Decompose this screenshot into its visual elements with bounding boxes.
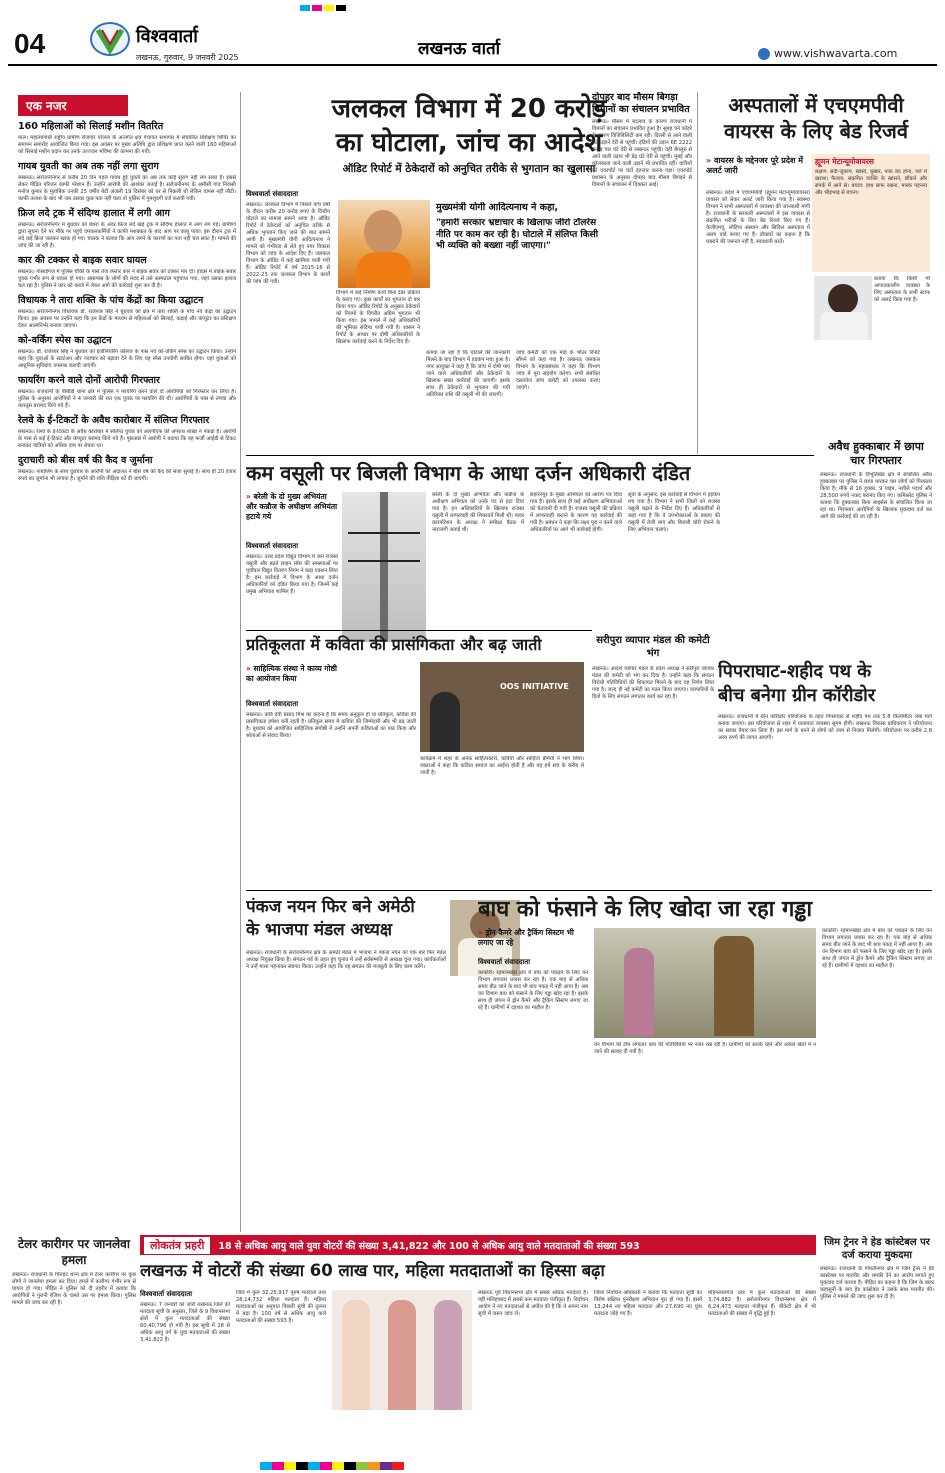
voter-story <box>140 1260 816 1460</box>
voter-banner <box>140 1235 816 1255</box>
voter-headline: लखनऊ में वोटरों की संख्या 60 लाख पार, महिला मतदाताओं का हिस्सा बढ़ा <box>140 1261 605 1280</box>
arrest-headline: अवैध हुक्काबार में छापा चार गिरफ्तार <box>828 440 924 467</box>
ek-nazar-item-title: विधायक ने तारा शक्ति के पांच केंद्रों का किया उद्घाटन <box>18 295 204 306</box>
electric-col-1: लखनऊ। उत्तर प्रदेश विद्युत विभाग में कम राजस्व वसूली और बढ़ते लाइन लॉस की समस्याओं पर पूर्वांचल विद्युत वितरण निगम ने कड़ा एक्शन लिया है। इस कार्रवाई में विभाग के आधा दर्जन अधिकारियों को दंडित किया गया है। जिनमें कई प्रमुख अभियंता शामिल हैं। <box>246 554 338 595</box>
logo-icon <box>90 22 130 56</box>
rule-electric <box>246 455 814 456</box>
section-title: लखनऊ वार्ता <box>418 39 501 59</box>
ek-nazar-item-body: लखनऊ। सरोजनीनगर में बुधवार को बंथरा के अंदर फ्रिज लदे खड़े ट्रक में संदिग्ध हालात में आग लग गई। ग्रामीणों द्वारा सूचना देने पर मौके पर पहुंचे दमकलकर्मियों ने काफी मशक्कत के बाद आग पर काबू पाया। इस दौरान ट्रक में लदे कई फ्रिज जलकर खाक हो गए। चालक ने बताया कि आग लगने के कारणों का पता नहीं चल सका है। मामले की जांच की जा रही है। <box>18 222 236 249</box>
lead-col-3: बताया जा रहा है कि घोटाले की जानकारी मिलने के बाद विभाग में हड़कंप मचा हुआ है। नगर आयुक्त ने कहा है कि जांच में दोषी पाए जाने वाले अधिकारियों और ठेकेदारों के खिलाफ सख्त कार्रवाई की जाएगी। इसके साथ ही ठेकेदारों से भुगतान की गयी अतिरिक्त राशि की वसूली भी की जाएगी। <box>426 350 510 398</box>
voter-photo <box>332 1290 472 1410</box>
rule-amethi <box>246 890 932 891</box>
ek-nazar-tag: एक नजर <box>18 95 128 116</box>
hmpv-story <box>702 92 930 437</box>
voter-tag: लोकतंत्र प्रहरी <box>144 1237 210 1254</box>
amethi-headline-2: के भाजपा मंडल अध्यक्ष <box>246 920 393 940</box>
ek-nazar-item-title: फायरिंग करने वाले दोनों आरोपी गिरफ्तार <box>18 375 160 386</box>
tailor-headline: टेलर कारीगर पर जानलेवा हमला <box>18 1237 130 1267</box>
ek-nazar-section <box>18 95 236 1235</box>
voter-byline: विश्ववार्ता संवाददाता <box>140 1290 193 1298</box>
quote-name: मुख्यमंत्री योगी आदित्यनाथ ने कहा, <box>436 202 559 213</box>
flight-body: लखनऊ। मौसम में बदलाव के कारण राजधानी में विमानों का संचालन प्रभावित हुआ है। सुबह घने कोहरे के कारण विजिबिलिटी कम रही। दिल्ली से आने वाली कई उड़ानें देरी से पहुंचीं। इंडिगो की उड़ान 6E 2222 करीब चार घंटे देरी से लखनऊ पहुंची। वहीं बेंगलुरु से आने वाली उड़ान भी डेढ़ घंटे देरी से पहुंची। मुंबई और कोलकाता जाने वाली उड़ानें भी प्रभावित रहीं। यात्रियों को एयरपोर्ट पर घंटों इंतजार करना पड़ा। एयरपोर्ट प्रशासन के अनुसार दोपहर बाद मौसम बिगड़ने से विमानों के संचालन में दिक्कत आई। <box>592 119 692 188</box>
ek-nazar-item-body: लखनऊ। सरोजनीनगर से करीब 20 दिन पहले गायब हुई युवती का अब तक कोई सुराग नहीं लग सका है। इससे लेकर पीड़ित परिजन काफी परेशान हैं। उन्होंने आरोपी की आशंका जताई है। सरोजनीनगर के अमौसी गांव निवासी मनोज कुमार के मुताबिक उनकी 25 वर्षीय बेटी अंजली 19 दिसंबर को घर से निकली थी लेकिन वापस नहीं लौटी। काफी तलाश के बाद भी जब उसका कुछ पता नहीं चला तो पुलिस में गुमशुदगी दर्ज करायी गयी। <box>18 175 236 202</box>
green-headline-1: पिपराघाट-शहीद पथ के <box>718 661 872 682</box>
ek-nazar-item-body: लखनऊ। राजधानी के बीबीडी थाना क्षेत्र में पुलिस ने फायरिंग करने वाले दो आरोपियों को गिरफ्तार कर लिया है। पुलिस के अनुसार आरोपियों ने 4 जनवरी की रात एक युवक पर फायरिंग की थी। आरोपियों के पास से तमंचा और कारतूस बरामद किये गये हैं। <box>18 389 236 409</box>
hmpv-photo <box>814 276 872 340</box>
flight-story <box>592 92 692 454</box>
lead-col-4: जांच कमेटी को एक माह के भीतर रिपोर्ट सौंपने को कहा गया है। लखनऊ जलकल विभाग के महाप्रबंधक ने कहा कि विभाग जांच में पूरा सहयोग करेगा। सभी संबंधित दस्तावेज जांच कमेटी को उपलब्ध कराए जाएंगे। <box>516 350 600 391</box>
hmpv-headline-2: वायरस के लिए बेड रिजर्व <box>723 119 909 143</box>
colorbar-top <box>300 5 346 11</box>
hmpv-caption: बताया कि किसी भी आपातकालीन व्यवस्था के लिए अस्पताल के सभी स्टाफ को अलर्ट किया गया है। <box>874 276 930 303</box>
voter-col-3: लखनऊ पूर्व विधानसभा क्षेत्र में सबसे अधिक मतदाता हैं। वहीं मलिहाबाद में सबसे कम मतदाता पंजीकृत हैं। निर्वाचन आयोग ने नए मतदाताओं से अपील की है कि वे अपना नाम सूची में जरूर जांच लें। <box>478 1290 588 1317</box>
ek-nazar-list <box>18 121 236 483</box>
voter-col-5: मोहनलालगंज क्षेत्र में कुल मतदाताओं की संख्या 3,74,882 है। सरोजनीनगर विधानसभा क्षेत्र में 6,24,473 मतदाता पंजीकृत हैं। बीकेटी क्षेत्र में भी मतदाताओं की संख्या में वृद्धि हुई है। <box>708 1290 816 1317</box>
electric-photo <box>342 492 426 642</box>
electric-col-3: सहारनपुर के मुख्य अभियंता को आरोप पत्र दिया गया है। इसके साथ ही कई अधीक्षण अभियंताओं को चेतावनी दी गयी है। राजस्व वसूली की प्रक्रिया में लापरवाही बरतने के कारण यह कार्रवाई की गयी है। प्रबंधन ने कहा कि लक्ष्य पूरा न करने वाले अधिकारियों पर आगे भी कार्रवाई होगी। <box>530 492 622 533</box>
ek-nazar-item-body: लखनऊ। गोसाईगंज में पुलिस चौकी के पास तेज रफ्तार कार ने बाइक सवार को टक्कर मार दी। हादसे में बाइक सवार युवक गंभीर रूप से घायल हो गया। आसपास के लोगों की मदद से उसे अस्पताल पहुंचाया गया, जहां उसका इलाज चल रहा है। पुलिस ने कार को कब्जे में लेकर आगे की कार्रवाई शुरू कर दी है। <box>18 269 236 289</box>
voter-col-1: लखनऊ। 7 जनवरी को जारी लखनऊ जिले की मतदाता सूची के अनुसार, जिले के 9 विधानसभा क्षेत्रों में कुल मतदाताओं की संख्या 60,40,796 हो गयी है। इस सूची में 18 से अधिक आयु वर्ग के युवा मतदाताओं की संख्या 3,41,822 है। <box>140 1302 230 1343</box>
poetry-body: लखनऊ। कवि देवी प्रसाद मिश्र का कहना है कि समय अनुकूल हो या प्रतिकूल, कविता की प्रासंगिकता हमेशा बनी रहती है। प्रतिकूल समय में कविता की जिम्मेदारी और भी बढ़ जाती है। बुधवार को आयोजित साहित्यिक संगोष्ठी में उन्होंने अपनी कविताओं का पाठ किया और श्रोताओं से संवाद किया। <box>246 712 416 739</box>
ek-nazar-item-body: लखनऊ। सरोजनीनगर विधायक डॉ. राजेश्वर सिंह ने बुधवार को क्षेत्र में तारा शक्ति के पांच नये केंद्रों का उद्घाटन किया। इस अवसर पर उन्होंने कहा कि इन केंद्रों के माध्यम से महिलाओं को सिलाई, कढ़ाई और कंप्यूटर का प्रशिक्षण देकर आत्मनिर्भर बनाया जाएगा। <box>18 309 236 329</box>
tiger-headline: बाघ को फंसाने के लिए खोदा जा रहा गड्ढा <box>478 897 813 922</box>
amethi-story <box>246 896 446 1146</box>
electric-bullet: » बरेली के दो मुख्य अभियंता और कन्नौज के अधीक्षण अभियंता हटाये गये <box>246 492 338 522</box>
voter-col-4: जिला निर्वाचन अधिकारी ने बताया कि मतदाता सूची का विशेष संक्षिप्त पुनरीक्षण अभियान पूरा हो गया है। इसमें 13,244 नए महिला मतदाता और 27,690 नए युवा मतदाता जोड़े गए हैं। <box>594 1290 702 1317</box>
gym-headline: जिम ट्रेनर ने हेड कांस्टेबल पर दर्ज कराया मुकदमा <box>824 1237 930 1261</box>
lead-headline-1: जलकल विभाग में 20 करोड़ <box>331 94 607 124</box>
poetry-body-2: कार्यक्रम में शहर के अनेक साहित्यकारों, कवियों और साहित्य प्रेमियों ने भाग लिया। वक्ताओं ने कहा कि कविता समाज का आईना होती है और वह हमें सच के करीब ले जाती है। <box>420 756 584 776</box>
hmpv-body: लखनऊ। प्रदेश में एचएमपीवी (ह्यूमन मेटान्यूमोवायरस) वायरस को लेकर अलर्ट जारी किया गया है। स्वास्थ्य विभाग ने सभी अस्पतालों में व्यवस्था की जानकारी मांगी है। राजधानी के सरकारी अस्पतालों में इस वायरस से संक्रमित मरीजों के लिए बेड रिजर्व किए गए हैं। केजीएमयू, लोहिया संस्थान और सिविल अस्पताल में अलग वार्ड बनाए गए हैं। डॉक्टरों का कहना है कि घबराने की जरूरत नहीं है, सावधानी बरतें। <box>706 190 810 245</box>
quote-text: "हमारी सरकार भ्रष्टाचार के खिलाफ जीरो टॉलरेंस नीति पर काम कर रही है। घोटाले में संलिप्त किसी भी व्यक्ति को बख्शा नहीं जाएगा।" <box>436 218 599 251</box>
masthead <box>8 10 937 65</box>
amethi-headline-1: पंकज नयन फिर बने अमेठी <box>246 897 415 917</box>
tiger-body: काकोरी। रहमानखेड़ा क्षेत्र में बाघ को पकड़ने के लिए वन विभाग लगातार प्रयास कर रहा है। एक माह से अधिक समय बीत जाने के बाद भी बाघ पकड़ में नहीं आया है। अब वन विभाग बाघ को फंसाने के लिए गड्ढा खोद रहा है। इसके साथ ही जंगल में ड्रोन कैमरे और ट्रैकिंग सिस्टम लगाए जा रहे हैं। ग्रामीणों में दहशत का माहौल है। <box>478 970 588 1011</box>
flight-headline: दोपहर बाद मौसम बिगड़ा विमानों का संचालन प्रभावित <box>592 92 690 115</box>
tailor-body: लखनऊ। राजधानी के चिनहट थाना क्षेत्र में टेलर कारीगर पर कुछ लोगों ने जानलेवा हमला कर दिया। हमले में कारीगर गंभीर रूप से घायल हो गया। पीड़ित ने पुलिस को दी तहरीर में बताया कि आरोपियों ने पुरानी रंजिश के चलते उस पर हमला किया। पुलिस मामले की जांच कर रही है। <box>12 1272 136 1306</box>
tiger-byline: विश्ववार्ता संवाददाता <box>478 958 531 966</box>
voter-ticker: 18 से अधिक आयु वाले युवा वोटरों की संख्या 3,41,822 और 100 से अधिक आयु वाले मतदाताओं की संख्या 593 <box>218 1240 640 1252</box>
poetry-bullet: » साहित्यिक संस्था ने काव्य गोष्ठी का आयोजन किया <box>246 664 338 684</box>
hmpv-bullet: » वायरस के मद्देनजर पूरे प्रदेश में अलर्ट जारी <box>706 156 806 176</box>
col-divider-2 <box>697 92 698 454</box>
green-body: लखनऊ। राजधानी में ग्रीन कॉरीडोर परियोजना के तहत पिपराघाट से शहीद पथ तक 5.8 किलोमीटर लंबा मार्ग बनाया जाएगा। इस परियोजना से शहर में यातायात व्यवस्था सुगम होगी। लखनऊ विकास प्राधिकरण ने परियोजना का खाका तैयार कर लिया है। इस मार्ग के बनने से लोगों को जाम से निजात मिलेगी। परियोजना पर करीब 2.8 अरब रुपये की लागत आएगी। <box>718 714 932 741</box>
tiger-body-2: वन विभाग की टीम लगातार बाघ की गतिविधियों पर नजर रख रही है। ग्रामीणों को सतर्क रहने और अकेले खेतों में न जाने की सलाह दी गयी है। <box>594 1042 816 1055</box>
market-headline: सरीपुरा व्यापार मंडल की कमेटी भंग <box>596 635 710 659</box>
tiger-story <box>478 896 932 1146</box>
lead-deck: ऑडिट रिपोर्ट में ठेकेदारों को अनुचित तरीके से भुगतान का खुलासा <box>342 163 596 175</box>
poetry-headline: प्रतिकूलता में कविता की प्रासंगिकता और बढ़ जाती <box>246 635 542 654</box>
ek-nazar-item-body: लखनऊ। नाबालिग के साथ दुराचार के आरोपी को अदालत ने बीस वर्ष की कैद की सजा सुनाई है। साथ ही 20 हजार रुपये का जुर्माना भी लगाया है। जुर्माने की राशि पीड़िता को दी जाएगी। <box>18 469 236 482</box>
green-headline-2: बीच बनेगा ग्रीन कॉरीडोर <box>718 685 876 706</box>
poetry-story <box>246 634 586 884</box>
hmpv-headline-1: अस्पतालों में एचएमपीवी <box>728 93 904 117</box>
lead-headline-2: का घोटाला, जांच का आदेश <box>335 128 603 158</box>
ek-nazar-item-title: दुराचारी को बीस वर्ष की कैद व जुर्माना <box>18 455 153 466</box>
hmpv-info-box <box>812 154 930 272</box>
website-link[interactable]: www.vishwavarta.com <box>774 47 898 60</box>
ek-nazar-item-body: लखनऊ। डॉ. राजेश्वर सिंह ने बुधवार को इंजीनियरिंग कॉलेज के पास नये को-वर्किंग स्पेस का उद्घाटन किया। उन्होंने कहा कि युवाओं के स्टार्टअप और नवाचार को बढ़ावा देने के लिए यह स्पेस उपयोगी साबित होगा। यहां युवाओं को आधुनिक सुविधाएं उपलब्ध करायी जाएंगी। <box>18 349 236 369</box>
ek-nazar-item-title: कार की टक्कर से बाइक सवार घायल <box>18 255 147 266</box>
dateline: लखनऊ, गुरुवार, 9 जनवरी 2025 <box>136 53 239 62</box>
cm-photo <box>338 200 430 288</box>
hmpv-box-title: ह्यूमन मेटान्यूमोवायरस <box>815 157 874 166</box>
market-body: लखनऊ। आदर्श व्यापार मंडल के प्रदेश अध्यक्ष ने सरीपुरा व्यापार मंडल की कमेटी को भंग कर दिया है। उन्होंने कहा कि संगठन विरोधी गतिविधियों की शिकायत मिलने के बाद यह निर्णय लिया गया है। जल्द ही नई कमेटी का गठन किया जाएगा। व्यापारियों के हितों के लिए संगठन लगातार कार्य कर रहा है। <box>592 666 714 700</box>
globe-icon <box>758 48 770 60</box>
market-story <box>592 634 714 884</box>
tiger-body-3: काकोरी। रहमानखेड़ा क्षेत्र में बाघ को पकड़ने के लिए वन विभाग लगातार प्रयास कर रहा है। एक माह से अधिक समय बीत जाने के बाद भी बाघ पकड़ में नहीं आया है। अब वन विभाग बाघ को फंसाने के लिए गड्ढा खोद रहा है। इसके साथ ही जंगल में ड्रोन कैमरे और ट्रैकिंग सिस्टम लगाए जा रहे हैं। ग्रामीणों में दहशत का माहौल है। <box>822 928 932 969</box>
col-divider-1 <box>240 92 241 1232</box>
colorbar-bottom <box>260 1462 404 1470</box>
paper-name: विश्ववार्ता <box>136 26 198 47</box>
green-story <box>718 660 932 880</box>
hmpv-box-text: लक्षण: सर्दी-जुकाम, खांसी, बुखार, नाक बंद होना, गले में खराश। फैलाव: संक्रमित व्यक्ति के खांसने, छींकने और संपर्क में आने से। बचाव: हाथ साफ रखना, मास्क पहनना और भीड़भाड़ से बचना। <box>815 169 927 196</box>
lead-col-2: विभाग में कई निर्माण कार्य बिना टेंडर प्रक्रिया के कराए गए। कुछ कार्यों का भुगतान दो बार किया गया। ऑडिट रिपोर्ट के अनुसार ठेकेदारों को नियमों के विपरीत अग्रिम भुगतान भी किया गया। इस मामले में कई अधिकारियों की भूमिका संदिग्ध पायी गयी है। शासन ने रिपोर्ट के आधार पर दोषी अधिकारियों के खिलाफ कार्रवाई करने के निर्देश दिए हैं। <box>336 290 420 345</box>
poetry-photo <box>420 662 584 752</box>
voter-col-2: जिले में कुल 32,25,917 पुरुष मतदाता तथा 28,14,732 महिला मतदाता हैं। महिला मतदाताओं का अनुपात पिछली सूची की तुलना में बढ़ा है। 100 वर्ष से अधिक आयु वाले मतदाताओं की संख्या 593 है। <box>236 1290 326 1324</box>
ek-nazar-item-title: को-वर्किंग स्पेस का उद्घाटन <box>18 335 112 346</box>
electric-byline: विश्ववार्ता संवाददाता <box>246 542 299 550</box>
masthead-rule <box>8 64 937 66</box>
tiger-bullet: » ड्रोन कैमरे और ट्रैकिंग सिस्टम भी लगाए जा रहे <box>478 928 588 948</box>
ek-nazar-item-body: लखनऊ। रेलवे के ई-टिकटों के अवैध कारोबार में संलिप्त युवक को आरपीएफ की अपराध शाखा ने पकड़ा है। आरोपी के पास से कई ई-टिकट और कंप्यूटर बरामद किये गये हैं। पूछताछ में आरोपी ने बताया कि वह फर्जी आईडी से टिकट बनाकर यात्रियों को अधिक दाम पर बेचता था। <box>18 429 236 449</box>
amethi-body: लखनऊ। राजधानी के सरोजनीनगर क्षेत्र के अमेठी मंडल में भाजपा ने पंकज नयन को एक बार फिर मंडल अध्यक्ष नियुक्त किया है। संगठन पर्व के तहत हुए चुनाव में उन्हें सर्वसम्मति से अध्यक्ष चुना गया। कार्यकर्ताओं ने उन्हें माला पहनाकर स्वागत किया। उन्होंने कहा कि वह संगठन की मजबूती के लिए काम करेंगे। <box>246 950 446 970</box>
tailor-story <box>12 1236 136 1460</box>
lead-col-1: लखनऊ। जलकल विभाग में पिछले पांच वर्षों के दौरान करीब 20 करोड़ रुपए के वित्तीय घोटाले का मामला सामने आया है। ऑडिट रिपोर्ट में ठेकेदारों को अनुचित तरीके से अधिक भुगतान किए जाने की बात सामने आयी है। मुख्यमंत्री योगी आदित्यनाथ ने मामले को गंभीरता से लेते हुए नगर विकास विभाग को जांच के आदेश दिए हैं। जलकल विभाग के ऑडिट में कई खामियां पायी गयी हैं। ऑडिट रिपोर्ट में वर्ष 2015-16 से 2022-23 तक जलकल विभाग के कार्यों की जांच की गयी। <box>246 202 330 285</box>
arrest-body: लखनऊ। राजधानी के विभूतिखंड क्षेत्र में संचालित अवैध हुक्काबार पर पुलिस ने छापा मारकर चार लोगों को गिरफ्तार किया है। मौके से 16 हुक्का, 9 पाइप, नशीले पदार्थ और 28,500 रुपये नकद बरामद किए गए। कमिश्नरेट पुलिस ने बताया कि हुक्काबार बिना लाइसेंस के संचालित किया जा रहा था। गिरफ्तार आरोपियों के खिलाफ मुकदमा दर्ज कर आगे की कार्रवाई की जा रही है। <box>820 472 932 520</box>
ek-nazar-item-body: माल। महात्मागांधी राष्ट्रीय ग्रामीण रोजगार योजना के अन्तर्गत क्षेत्र पंचायत सभागार में संचालित प्रशिक्षण शिविर का समापन समारोह आयोजित किया गया। इस अवसर पर मुख्य अतिथि द्वारा प्रशिक्षण प्राप्त करने वाली 160 महिलाओं को सिलाई मशीन प्रदान कर उनके उज्ज्वल भविष्य की कामना की गयी। <box>18 135 236 155</box>
poetry-byline: विश्ववार्ता संवाददाता <box>246 700 299 708</box>
electric-col-4: सूत्रों के अनुसार, इस कार्रवाई से विभाग में हड़कंप मच गया है। विभाग ने सभी जिलों को राजस्व वसूली बढ़ाने के निर्देश दिए हैं। अधिकारियों से कहा गया है कि वे उपभोक्ताओं के बकाए की वसूली में तेजी लाएं और बिजली चोरी रोकने के लिए अभियान चलाएं। <box>628 492 720 533</box>
ek-nazar-item-title: गायब युवती का अब तक नहीं लगा सुराग <box>18 161 159 172</box>
ek-nazar-item-title: फ्रिज लदे ट्रक में संदिग्ध हालात में लगी आग <box>18 208 170 219</box>
cm-quote-box <box>436 202 604 322</box>
rule-poetry <box>246 630 592 631</box>
ek-nazar-item-title: रेलवे के ई-टिकटों के अवैध कारोबार में संलिप्त गिरफ्तार <box>18 415 210 426</box>
electric-col-2: बरेली के दो मुख्य अभियंता और कन्नौज के अधीक्षण अभियंता को उनके पद से हटा दिया गया है। इन अधिकारियों के खिलाफ राजस्व वसूली में लापरवाही की शिकायतें मिली थीं। पावर कारपोरेशन के अध्यक्ष ने समीक्षा बैठक में नाराजगी जताई थी। <box>432 492 524 533</box>
page-number: 04 <box>14 28 46 59</box>
event-banner-text: OOS INITIATIVE <box>500 682 569 691</box>
electric-headline: कम वसूली पर बिजली विभाग के आधा दर्जन अधिकारी दंडित <box>246 461 691 485</box>
ek-nazar-item-title: 160 महिलाओं को सिलाई मशीन वितरित <box>18 121 164 132</box>
gym-story <box>820 1236 934 1460</box>
tiger-photo <box>594 928 816 1038</box>
gym-body: लखनऊ। राजधानी के गोमतीनगर क्षेत्र में जिम ट्रेनर ने हेड कांस्टेबल पर मारपीट और धमकी देने का आरोप लगाते हुए मुकदमा दर्ज कराया है। पीड़ित का कहना है कि जिम के बाहर कहासुनी के बाद हेड कांस्टेबल ने उसके साथ मारपीट की। पुलिस ने मामले की जांच शुरू कर दी है। <box>820 1266 934 1300</box>
lead-byline: विश्ववार्ता संवाददाता <box>246 190 299 198</box>
